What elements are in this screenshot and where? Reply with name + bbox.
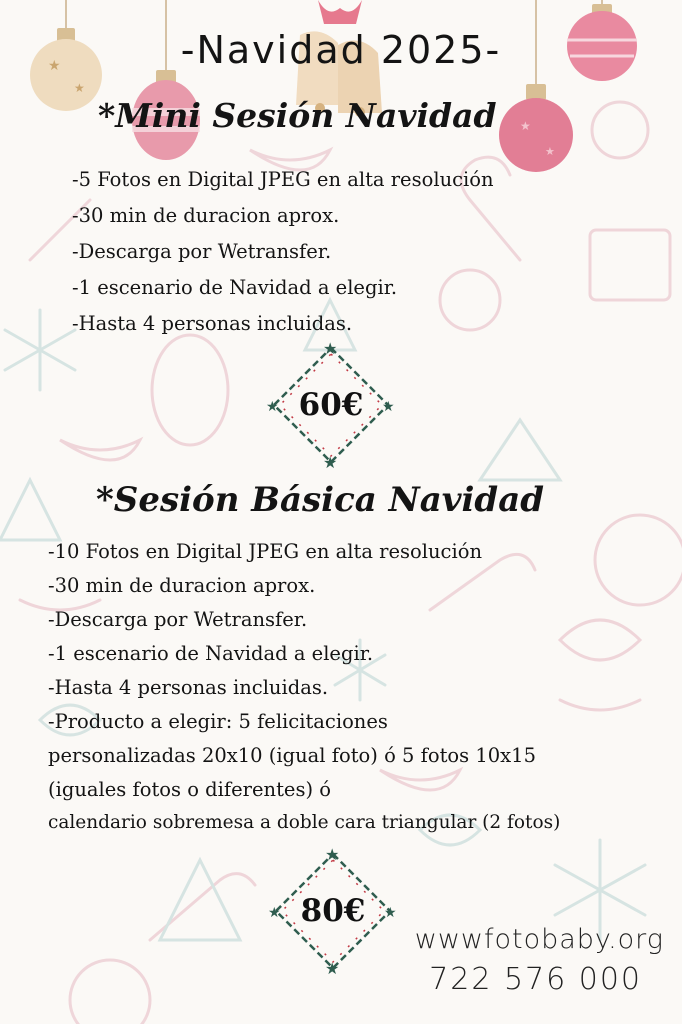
page-title: -Navidad 2025- xyxy=(180,28,502,72)
basic-session-item: -30 min de duracion aprox. xyxy=(48,574,316,597)
basic-session-price-badge xyxy=(268,846,398,976)
mini-session-price: 60€ xyxy=(298,387,364,423)
basic-session-price: 80€ xyxy=(300,893,366,929)
basic-session-heading: *Sesión Básica Navidad xyxy=(96,480,545,520)
mini-session-price-badge xyxy=(266,340,396,470)
basic-session-item: -1 escenario de Navidad a elegir. xyxy=(48,642,374,665)
svg-text:★: ★ xyxy=(325,959,340,976)
svg-text:★: ★ xyxy=(545,145,555,158)
basic-session-item: -Descarga por Wetransfer. xyxy=(48,608,308,631)
pink-striped-bauble-icon xyxy=(132,0,200,160)
pink-bauble-icon xyxy=(499,0,573,172)
svg-text:★: ★ xyxy=(382,399,395,415)
mini-session-item: -1 escenario de Navidad a elegir. xyxy=(72,276,398,299)
phone-number: 722 576 000 xyxy=(429,962,642,997)
svg-text:★: ★ xyxy=(74,81,85,95)
mini-session-item: -30 min de duracion aprox. xyxy=(72,204,340,227)
svg-text:★: ★ xyxy=(325,846,340,864)
mini-session-item: -5 Fotos en Digital JPEG en alta resolución xyxy=(72,168,494,191)
svg-text:★: ★ xyxy=(323,340,338,358)
mini-session-heading: *Mini Sesión Navidad xyxy=(98,96,497,135)
basic-session-item: calendario sobremesa a doble cara triangular (2 fotos) xyxy=(48,812,561,833)
svg-text:★: ★ xyxy=(268,905,281,921)
basic-session-item: -Producto a elegir: 5 felicitaciones xyxy=(48,710,388,733)
mini-session-item: -Hasta 4 personas incluidas. xyxy=(72,312,353,335)
svg-text:★: ★ xyxy=(323,453,338,470)
basic-session-item: -10 Fotos en Digital JPEG en alta resolución xyxy=(48,540,482,563)
mini-session-item: -Descarga por Wetransfer. xyxy=(72,240,332,263)
website-text: wwwfotobaby.org xyxy=(414,924,664,955)
basic-session-item: (iguales fotos o diferentes) ó xyxy=(48,778,331,801)
svg-text:★: ★ xyxy=(520,119,531,133)
svg-text:★: ★ xyxy=(384,905,397,921)
basic-session-item: -Hasta 4 personas incluidas. xyxy=(48,676,329,699)
svg-text:★: ★ xyxy=(48,58,61,74)
basic-session-item: personalizadas 20x10 (igual foto) ó 5 fotos 10x15 xyxy=(48,744,536,767)
svg-text:★: ★ xyxy=(266,399,279,415)
